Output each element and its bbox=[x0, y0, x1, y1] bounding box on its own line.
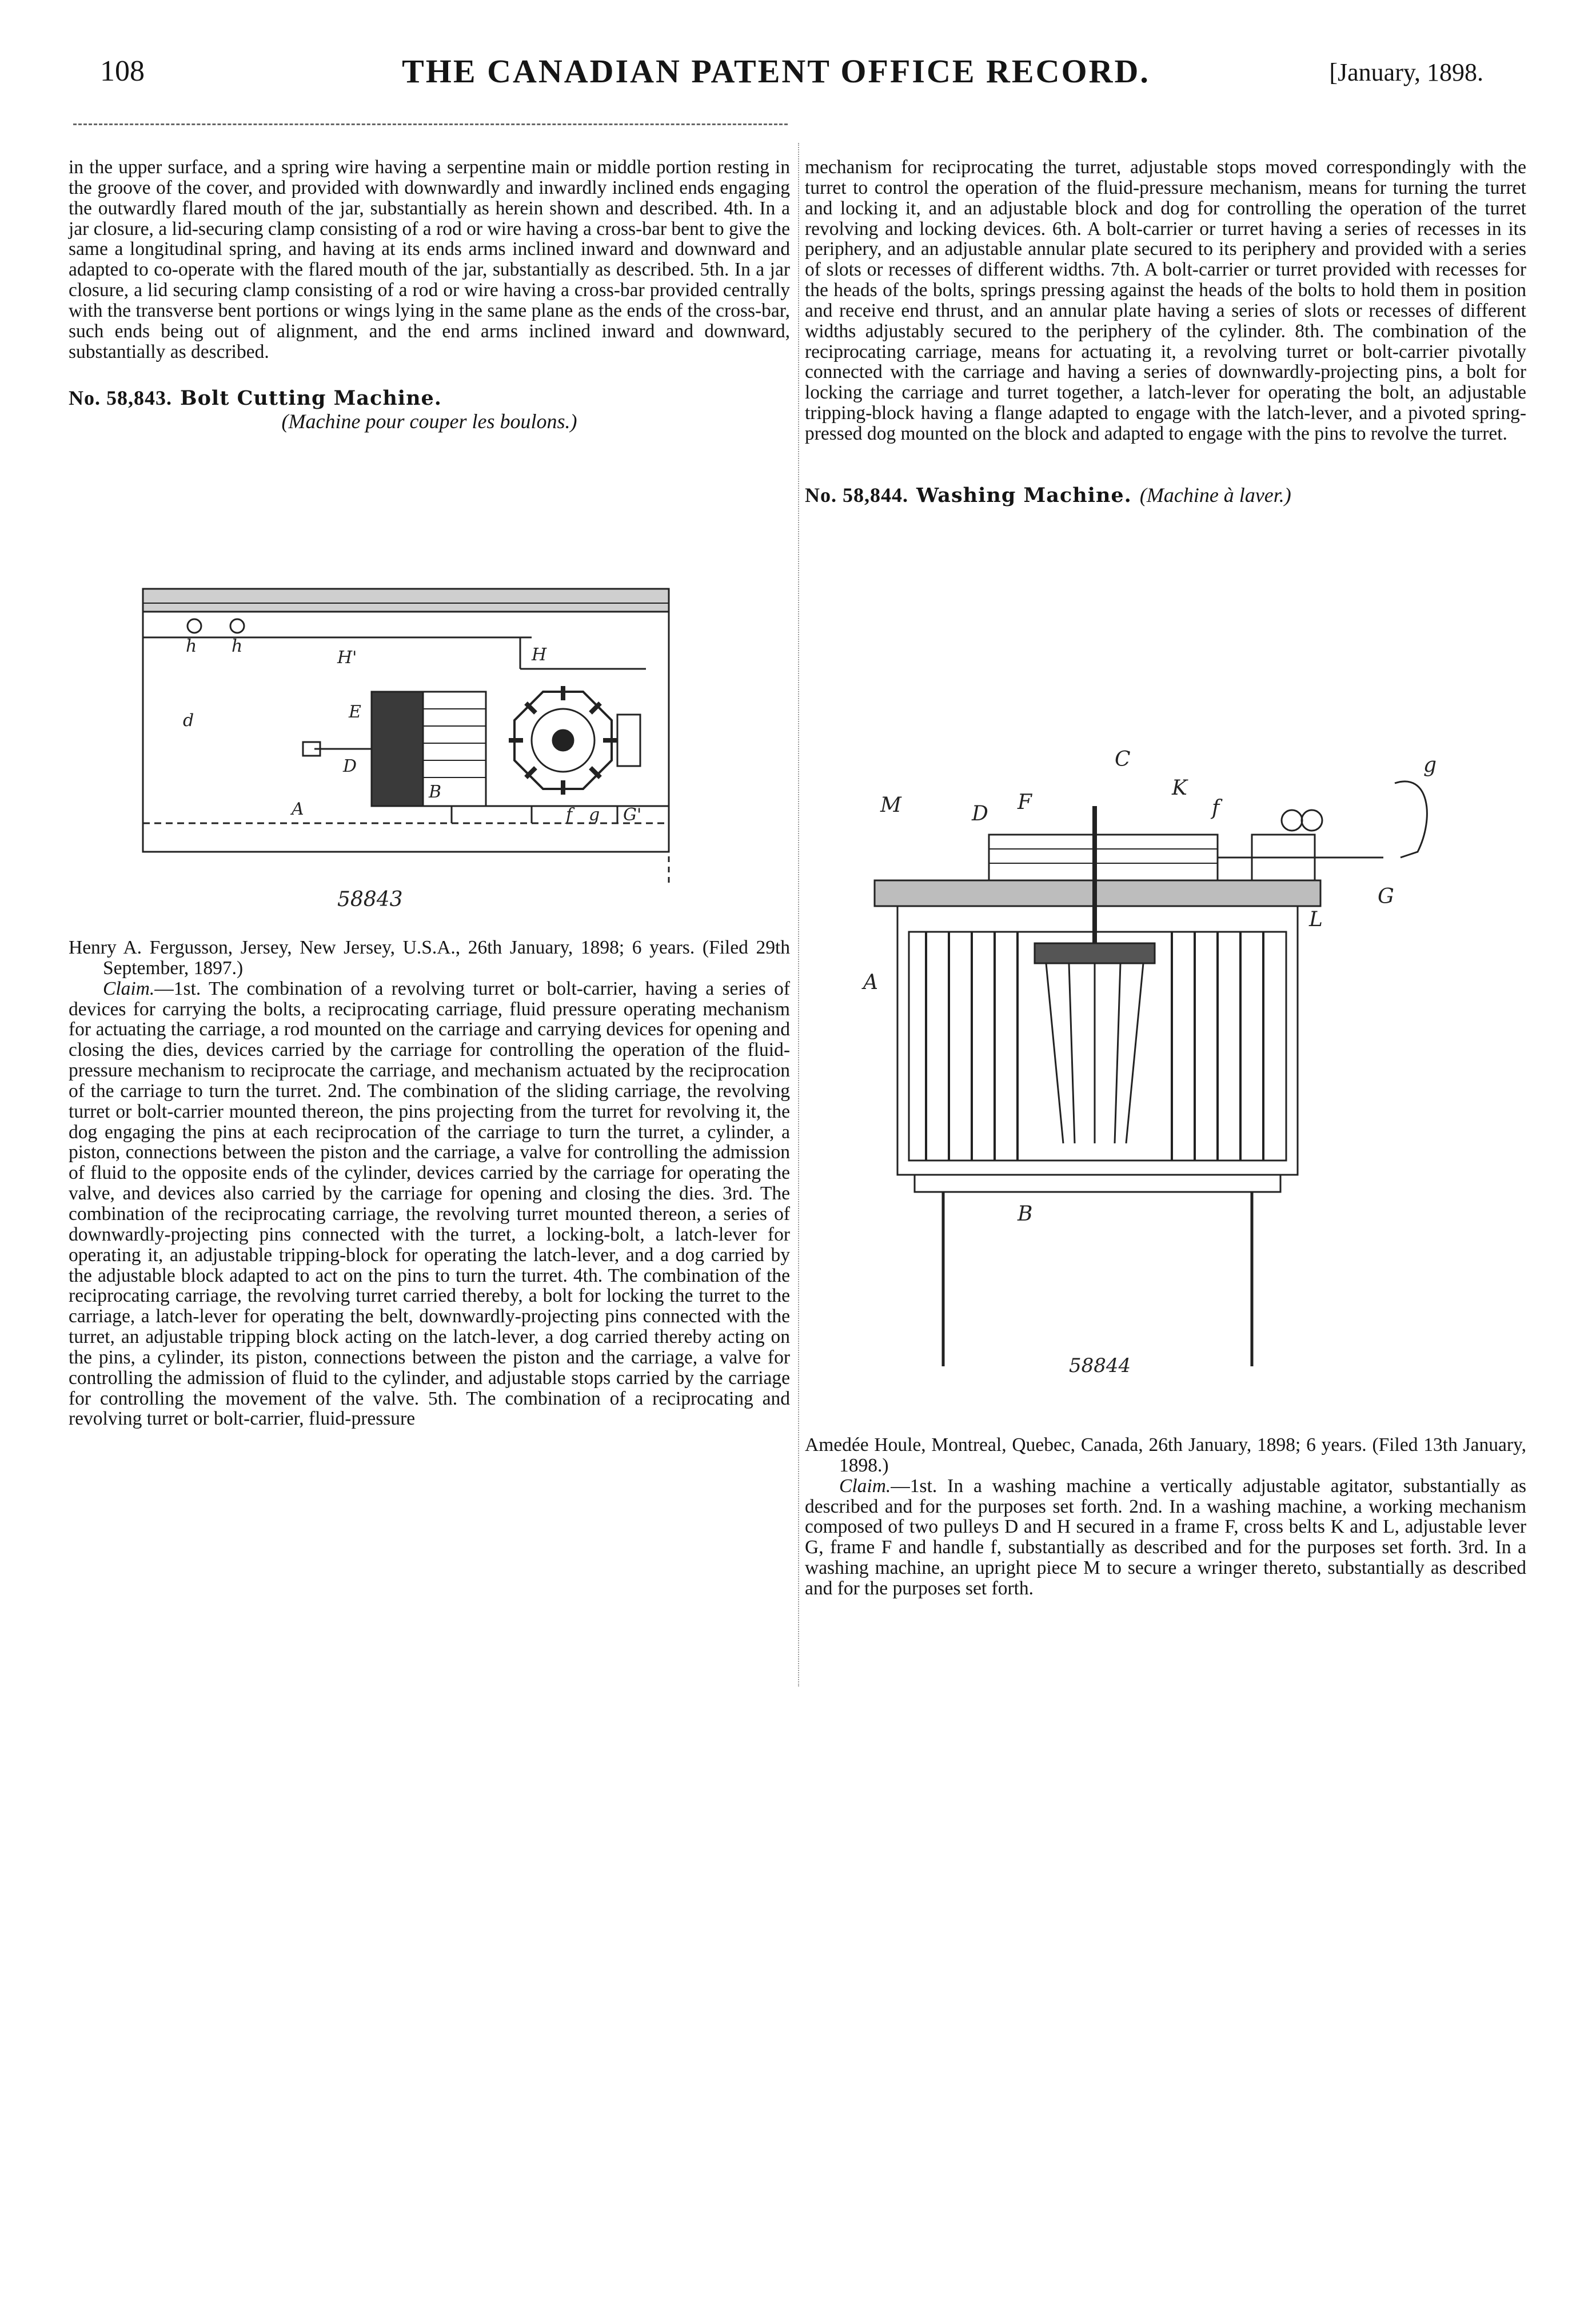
page-number: 108 bbox=[100, 55, 145, 87]
patent-58844-claim-label: Claim. bbox=[839, 1475, 891, 1497]
fig1-label-A: A bbox=[292, 799, 304, 819]
figure-58844-washing-machine bbox=[852, 749, 1492, 1395]
right-column bbox=[805, 157, 1526, 506]
fig1-label-B: B bbox=[429, 782, 442, 802]
fig2-label-g: g bbox=[1423, 753, 1437, 777]
patent-58844-number: No. 58,844. bbox=[805, 483, 908, 507]
patent-58844-heading bbox=[805, 484, 1526, 507]
fig2-label-K: K bbox=[1172, 776, 1187, 800]
patent-58843-number: No. 58,843. bbox=[69, 386, 172, 410]
fig1-label-D: D bbox=[343, 756, 357, 776]
washing-machine-drawing bbox=[852, 749, 1492, 1395]
patent-58844-claims bbox=[805, 1476, 1526, 1599]
fig2-label-F: F bbox=[1018, 791, 1032, 814]
fig1-label-f: f bbox=[566, 805, 573, 825]
fig1-label-h-prime: H' bbox=[337, 648, 357, 668]
fig2-label-A: A bbox=[863, 971, 878, 994]
fig2-label-B: B bbox=[1018, 1202, 1033, 1226]
fig1-label-h1: h bbox=[186, 636, 197, 656]
issue-date: [January, 1898. bbox=[1329, 58, 1483, 86]
right-column-lower bbox=[805, 1435, 1526, 1599]
patent-58843-inventor: Henry A. Fergusson, Jersey, New Jersey, U.S.A., 26th January, 1898; 6 years. (Filed 29th September, 1897.) bbox=[69, 937, 790, 979]
fig1-label-H: H bbox=[532, 645, 547, 665]
fig2-label-L: L bbox=[1309, 908, 1323, 931]
patent-58843-claims-text: —1st. The combination of a revolving turret or bolt-carrier, having a series of devices for carrying the bolts, a reciprocating carriage, fluid pressure operating mechanism for actuating the carriage, a rod mounted on the carriage and carrying devices for opening and closing the dies, devices carried by the carriage for controlling the operation of the fluid-pressure mechanism to reciprocate the carriage, and mechanism actuated by the reciprocation of the carriage to turn the turret. 2nd. The combination of the sliding carriage, the revolving turret or bolt-carrier mounted thereon, the pins projecting from the turret for revolving it, the dog engaging the pins at each reciprocation of the carriage to turn the turret, a cylinder, a piston, connections between the piston and the carriage, a valve for controlling the admission of fluid to the opposite ends of the cylinder, devices carried by the carriage for operating the valve, and devices also carried by the carriage for opening and closing the dies. 3rd. The combination of the reciprocating carriage, the revolving turret mounted thereon, a series of downwardly-projecting pins connected with the turret, a locking-bolt, a latch-lever for operating it, an adjustable tripping-block for operating the latch-lever, and a dog carried by the adjustable block adapted to act on the pins to turn the turret. 4th. The combination of the reciprocating carriage, the revolving turret carried thereby, a bolt for locking the turret to the carriage, a latch-lever for operating the belt, downwardly-projecting pins connected with the turret, an adjustable tripping block acting on the latch-lever, a dog carried thereby acting on the pins, a cylinder, its piston, connections between the piston and the carriage, a valve for controlling the admission of fluid to the cylinder, and adjustable stops carried by the carriage for controlling the movement of the valve. 5th. The combination of a reciprocating and revolving turret or bolt-carrier, fluid-pressure bbox=[69, 978, 790, 1430]
patent-58843-heading bbox=[69, 387, 790, 409]
patent-58843-claim-label: Claim. bbox=[103, 978, 155, 999]
patent-58844-title: Washing Machine. bbox=[916, 483, 1132, 507]
fig2-label-G: G bbox=[1378, 885, 1394, 908]
left-column-lower bbox=[69, 938, 790, 1429]
fig1-label-h2: h bbox=[232, 636, 243, 656]
bolt-machine-drawing bbox=[131, 577, 703, 920]
journal-title: THE CANADIAN PATENT OFFICE RECORD. bbox=[402, 53, 1150, 90]
left-column bbox=[69, 157, 790, 432]
fig1-label-G-prime: G' bbox=[623, 805, 642, 825]
fig2-label-C-top: C bbox=[1115, 749, 1131, 771]
fig1-label-g: g bbox=[589, 805, 600, 825]
column-divider bbox=[798, 143, 799, 1686]
fig1-number: 58843 bbox=[337, 888, 403, 911]
right-continuation-text: mechanism for reciprocating the turret, adjustable stops moved correspondingly with the turret to control the operation of the fluid-pressure mechanism, means for turning the turret and locking it, and an adjustable block and dog for controlling the operation of the turret revolving and locking devices. 6th. A bolt-carrier or turret having a series of recesses in its periphery, and an adjustable annular plate secured to its periphery and provided with a series of slots or recesses of different widths. 7th. A bolt-carrier or turret provided with recesses for the heads of the bolts, springs pressing against the heads of the bolts to hold them in position and receive end thrust, and an annular plate having a series of slots or recesses of different widths adjustably secured to the periphery of the cylinder. 8th. The combination of the reciprocating carriage, means for actuating it, a revolving turret or bolt-carrier pivotally connected with the carriage and having a series of downwardly-projecting pins, a bolt for locking the carriage and turret together, a latch-lever for operating the bolt, an adjustable tripping-block having a flange adapted to engage with the latch-lever, and a pivoted spring-pressed dog mounted on the block and adapted to engage with the pins to revolve the turret. bbox=[805, 157, 1526, 444]
fig1-label-d: d bbox=[183, 711, 194, 731]
left-continuation-text: in the upper surface, and a spring wire having a serpentine main or middle portion resting in the groove of the cover, and provided with downwardly and inwardly inclined ends engaging the outwardly flared mouth of the jar, substantially as herein shown and described. 4th. In a jar closure, a lid-securing clamp consisting of a rod or wire having a cross-bar bent to give the same a longitudinal spring, and having at its ends arms inclined inward and downward and adapted to co-operate with the flared mouth of the jar, substantially as described. 5th. In a jar closure, a lid securing clamp consisting of a rod or wire having a cross-bar provided centrally with the transverse bent portions or wings lying in the same plane as the ends of the cross-bar, such ends being out of alignment, and the end arms inclined inward and downward, substantially as described. bbox=[69, 157, 790, 362]
fig2-label-M: M bbox=[880, 793, 901, 817]
page-header bbox=[69, 54, 1483, 100]
patent-58843-claims bbox=[69, 979, 790, 1430]
fig2-number: 58844 bbox=[1069, 1354, 1131, 1377]
header-rule bbox=[73, 123, 788, 125]
figure-58843-bolt-cutting-machine bbox=[131, 577, 703, 920]
patent-58844-inventor: Amedée Houle, Montreal, Quebec, Canada, 26th January, 1898; 6 years. (Filed 13th January, 1898.) bbox=[805, 1434, 1526, 1476]
patent-58844-french-title: (Machine à laver.) bbox=[1139, 483, 1291, 507]
patent-58843-title: Bolt Cutting Machine. bbox=[180, 386, 442, 410]
fig1-label-E: E bbox=[349, 702, 361, 722]
fig2-label-f: f bbox=[1212, 796, 1220, 820]
patent-58843-french-title: (Machine pour couper les boulons.) bbox=[281, 409, 577, 433]
fig2-label-D: D bbox=[972, 802, 988, 825]
patent-58844-claims-text: —1st. In a washing machine a vertically adjustable agitator, substantially as described and for the purposes set forth. 2nd. In a washing machine, a working mechanism composed of two pulleys D and H secured in a frame F, cross belts K and L, adjustable lever G, frame F and handle f, substantially as described and for the purposes set forth. 3rd. In a washing machine, an upright piece M to secure a wringer thereto, substantially as described and for the purposes set forth. bbox=[805, 1475, 1526, 1599]
